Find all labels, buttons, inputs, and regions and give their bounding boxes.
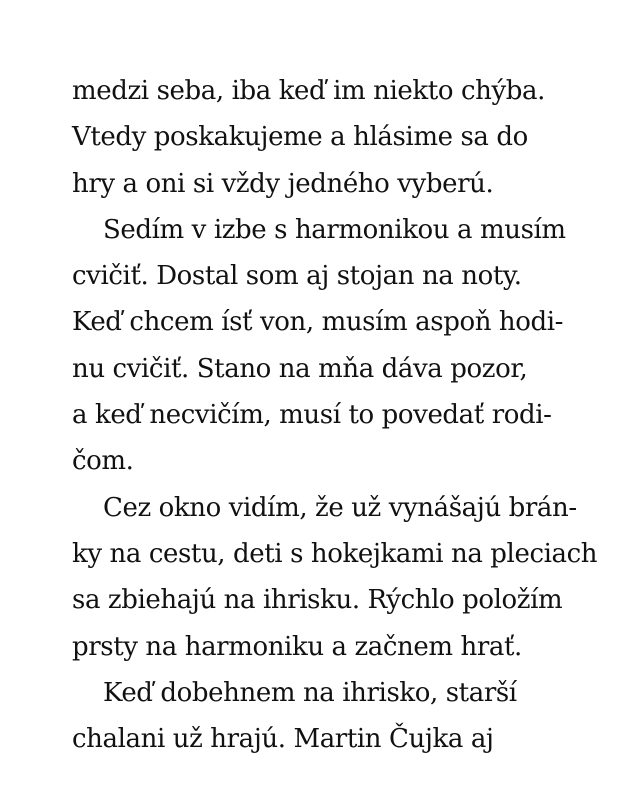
text-line: a keď necvičím, musí to povedať rodi- <box>72 400 552 431</box>
text-line: Vtedy poskakujeme a hlásime sa do <box>72 122 528 153</box>
text-line: ky na cestu, deti s hokejkami na pleciach <box>72 538 598 569</box>
text-line: Keď chcem ísť von, musím aspoň hodi- <box>72 307 564 338</box>
paragraph-start-line: Sedím v izbe s harmonikou a musím <box>103 214 566 245</box>
text-line: nu cvičiť. Stano na mňa dáva pozor, <box>72 353 528 384</box>
text-line: sa zbiehajú na ihrisku. Rýchlo položím <box>72 585 563 616</box>
paragraph-start-line: Keď dobehnem na ihrisko, starší <box>103 677 517 708</box>
text-line: medzi seba, iba keď im niekto chýba. <box>72 76 545 106</box>
page-text <box>72 68 598 762</box>
text-line: chalani už hrajú. Martin Čujka aj <box>72 724 494 755</box>
paragraph-start-line: Cez okno vidím, že už vynášajú brán- <box>103 492 577 523</box>
text-line: čom. <box>72 446 134 477</box>
text-line: hry a oni si vždy jedného vyberú. <box>72 168 494 199</box>
text-line: prsty na harmoniku a začnem hrať. <box>72 631 522 662</box>
text-line: cvičiť. Dostal som aj stojan na noty. <box>72 261 522 292</box>
